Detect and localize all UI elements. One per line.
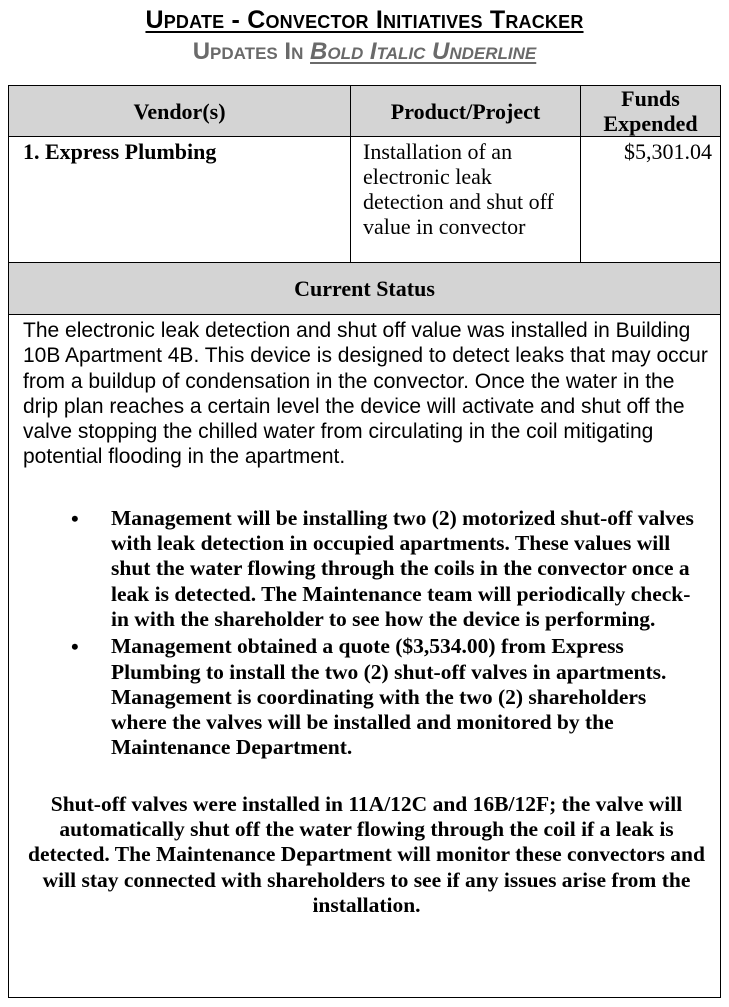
current-status-body — [9, 315, 720, 918]
subtitle-prefix: Updates In — [192, 38, 311, 65]
status-bullet-item — [23, 634, 714, 760]
status-paragraph: The electronic leak detection and shut off value was installed in Building 10B Apartment 4B. This device is designed to detect leaks that may occur from a buildup of condensation in the convector. Once the water in the drip plan reaches a certain level the device will activate and shut off the valve stopping the chilled water from circulating in the coil mitigating potential flooding in the apartment. — [23, 319, 708, 469]
bullet-icon: • — [71, 634, 79, 660]
bullet-text: Management will be installing two (2) motorized shut-off valves with leak detection in occupied apartments. These values will shut the water flowing through the coils in the convector once a leak is detected. The Maintenance team will periodically check-in with the shareholder to see how the device is performing. — [111, 505, 694, 631]
subtitle-emphasis: Bold Italic Underline — [310, 38, 537, 65]
page-subtitle — [0, 38, 729, 66]
status-bullet-list — [23, 506, 714, 761]
page-title — [0, 6, 729, 35]
vendor-cell: 1. Express Plumbing — [9, 137, 351, 262]
column-header-funds: Funds Expended — [581, 86, 720, 137]
column-header-vendor: Vendor(s) — [9, 86, 351, 137]
status-bullet-item — [23, 506, 714, 632]
tracker-table — [8, 85, 721, 998]
column-header-product: Product/Project — [351, 86, 581, 137]
bullet-icon: • — [71, 505, 79, 531]
page-title-text: Update - Convector Initiatives Tracker — [145, 6, 584, 34]
product-cell: Installation of an electronic leak detection and shut off value in convector — [351, 137, 581, 262]
current-status-heading: Current Status — [9, 262, 720, 315]
bullet-text: Management obtained a quote ($3,534.00) from Express Plumbing to install the two (2) shut-off valves in apartments. Management is coordinating with the two (2) shareholders where the valves will be installed and monitored by the Maintenance Department. — [111, 634, 667, 760]
status-closing-note: Shut-off valves were installed in 11A/12C and 16B/12F; the valve will automatically shut off the water flowing through the coil if a leak is detected. The Maintenance Department will monitor these convectors and will stay connected with shareholders to see if any issues arise from the installation. — [28, 791, 705, 917]
funds-cell: $5,301.04 — [624, 139, 712, 164]
